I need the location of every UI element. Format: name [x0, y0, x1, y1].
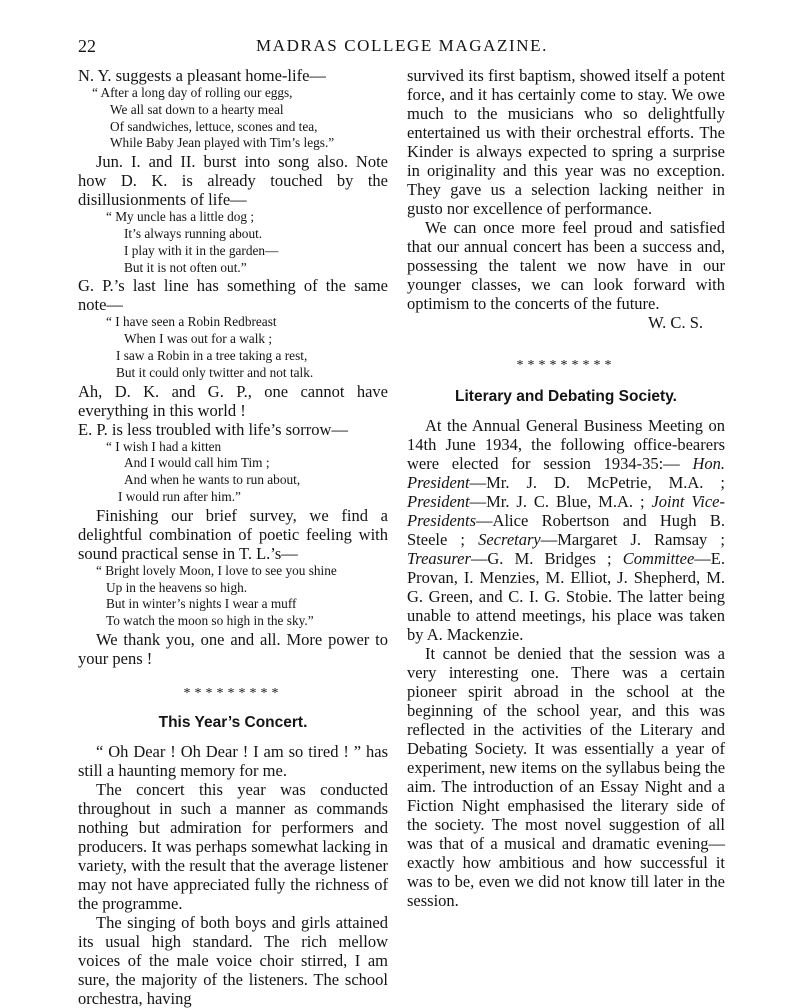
ny-intro: N. Y. suggests a pleasant home-life—: [78, 66, 326, 85]
ah-paragraph: Ah, D. K. and G. P., one cannot have everything in this world !: [78, 381, 388, 420]
poem-line: I saw a Robin in a tree taking a rest,: [116, 347, 308, 363]
left-column: [78, 66, 388, 1008]
poem-line: When I was out for a walk ;: [124, 331, 273, 347]
proud-paragraph: We can once more feel proud and satisfied that our annual concert has been a success and, possessing the talent we now have in our younger classes, we can look forward with optimism to the concerts of the future.: [407, 218, 725, 313]
poem-line: And when he wants to run about,: [124, 472, 301, 488]
poem-line: While Baby Jean played with Tim’s legs.”: [110, 135, 335, 151]
agm-text: —Mr. J. C. Blue, M.A. ;: [469, 492, 652, 511]
office-label: Joint Vice-Presidents: [407, 492, 725, 530]
agm-text: —G. M. Bridges ;: [470, 549, 623, 568]
poem-line: But it could only twitter and not talk.: [116, 364, 314, 380]
concert-paragraph-1: “ Oh Dear ! Oh Dear ! I am so tired ! ” has still a haunting memory for me.: [78, 741, 388, 780]
agm-text: —E. Provan, I. Menzies, M. Elliot, J. Shepherd, M. G. Green, and C. I. G. Stobie. The latter being unable to attend meetings, his place was taken by A. Mackenzie.: [407, 549, 725, 644]
concert-paragraph-3: The singing of both boys and girls attained its usual high standard. The rich mellow voices of the male voice choir stirred, I am sure, the majority of the listeners. The school orchestra, having: [78, 912, 388, 1008]
jun-paragraph: Jun. I. and II. burst into song also. Note how D. K. is already touched by the disillusionments of life—: [78, 152, 388, 210]
page-header: [78, 36, 726, 60]
office-label: Secretary: [478, 530, 541, 549]
office-label: Hon. President: [407, 454, 726, 492]
finishing-paragraph: Finishing our brief survey, we find a delightful combination of poetic feeling with sound practical sense in T. L.’s—: [78, 505, 388, 563]
gp-paragraph: G. P.’s last line has something of the same note—: [78, 276, 388, 315]
poem-line: Of sandwiches, lettuce, scones and tea,: [110, 118, 318, 134]
poem-line: “ After a long day of rolling our eggs,: [92, 85, 293, 100]
section-divider: *********: [183, 685, 283, 701]
poem-line: But in winter’s nights I wear a muff: [106, 596, 297, 612]
poem-line: And I would call him Tim ;: [124, 455, 270, 471]
ny-poem: [92, 85, 388, 152]
agm-text: At the Annual General Business Meeting on 14th June 1934, the following office-bearers were elected for session 1934-35:—: [407, 416, 725, 473]
literary-heading: Literary and Debating Society.: [455, 388, 677, 405]
poem-line: “ I have seen a Robin Redbreast: [106, 314, 277, 330]
right-column: [407, 66, 725, 910]
office-label: Committee: [622, 549, 695, 568]
poem-line: To watch the moon so high in the sky.”: [106, 613, 314, 629]
poem-line: It’s always running about.: [124, 225, 263, 241]
tl-poem: [96, 563, 388, 630]
concert-paragraph-2: The concert this year was conducted throughout in such a manner as commands nothing but admiration for performers and producers. It was perhaps somewhat lacking in variety, with the result that the average listener may not have appreciated fully the richness of the programme.: [78, 779, 388, 913]
signature: W. C. S.: [648, 313, 703, 332]
session-paragraph: It cannot be denied that the session was a very interesting one. There was a certain pioneer spirit abroad in the school at the beginning of the school year, and this was reflected in the activities of the Literary and Debating Society. It was essentially a year of experiment, new items on the syllabus being the aim. The introduction of an Essay Night and a Fiction Night emphasised the literary side of the society. The most novel suggestion of all was that of a musical and dramatic evening—exactly how ambitious and how successful it was to be, even we did not know till later in the session.: [407, 644, 726, 910]
agm-text: —Mr. J. D. McPetrie, M.A. ;: [469, 473, 725, 492]
dk-poem: [106, 209, 388, 276]
running-title: MADRAS COLLEGE MAGAZINE.: [256, 36, 548, 55]
thanks-paragraph: We thank you, one and all. More power to your pens !: [78, 629, 388, 668]
agm-text: —Alice Robertson and Hugh B. Steele ;: [407, 511, 725, 549]
section-divider: *********: [516, 358, 616, 373]
office-label: Treasurer: [407, 549, 471, 568]
poem-line: Up in the heavens so high.: [106, 579, 248, 595]
poem-line: “ My uncle has a little dog ;: [106, 209, 255, 225]
agm-text: —Margaret J. Ramsay ;: [540, 530, 725, 549]
poem-line: I would run after him.”: [118, 488, 241, 504]
page-number: 22: [78, 36, 96, 56]
poem-line: “ I wish I had a kitten: [106, 438, 222, 454]
agm-paragraph: [407, 416, 725, 644]
poem-line: We all sat down to a hearty meal: [110, 101, 284, 117]
poem-line: I play with it in the garden—: [124, 242, 279, 258]
continued-paragraph: survived its first baptism, showed itself a potent force, and it has certainly come to stay. We owe much to the musicians who so delightfully entertained us with their orchestral efforts. The Kinder is always expected to spring a surprise in originality and this year was no exception. They gave us a selection lacking neither in gusto nor excellence of performance.: [407, 66, 725, 218]
poem-line: But it is not often out.”: [124, 259, 247, 275]
ep-poem: [106, 439, 388, 506]
concert-heading: This Year’s Concert.: [158, 713, 308, 731]
office-label: President: [407, 492, 470, 511]
ep-paragraph: E. P. is less troubled with life’s sorrow—: [78, 419, 348, 439]
gp-poem: [106, 314, 388, 381]
poem-line: “ Bright lovely Moon, I love to see you shine: [96, 562, 337, 578]
